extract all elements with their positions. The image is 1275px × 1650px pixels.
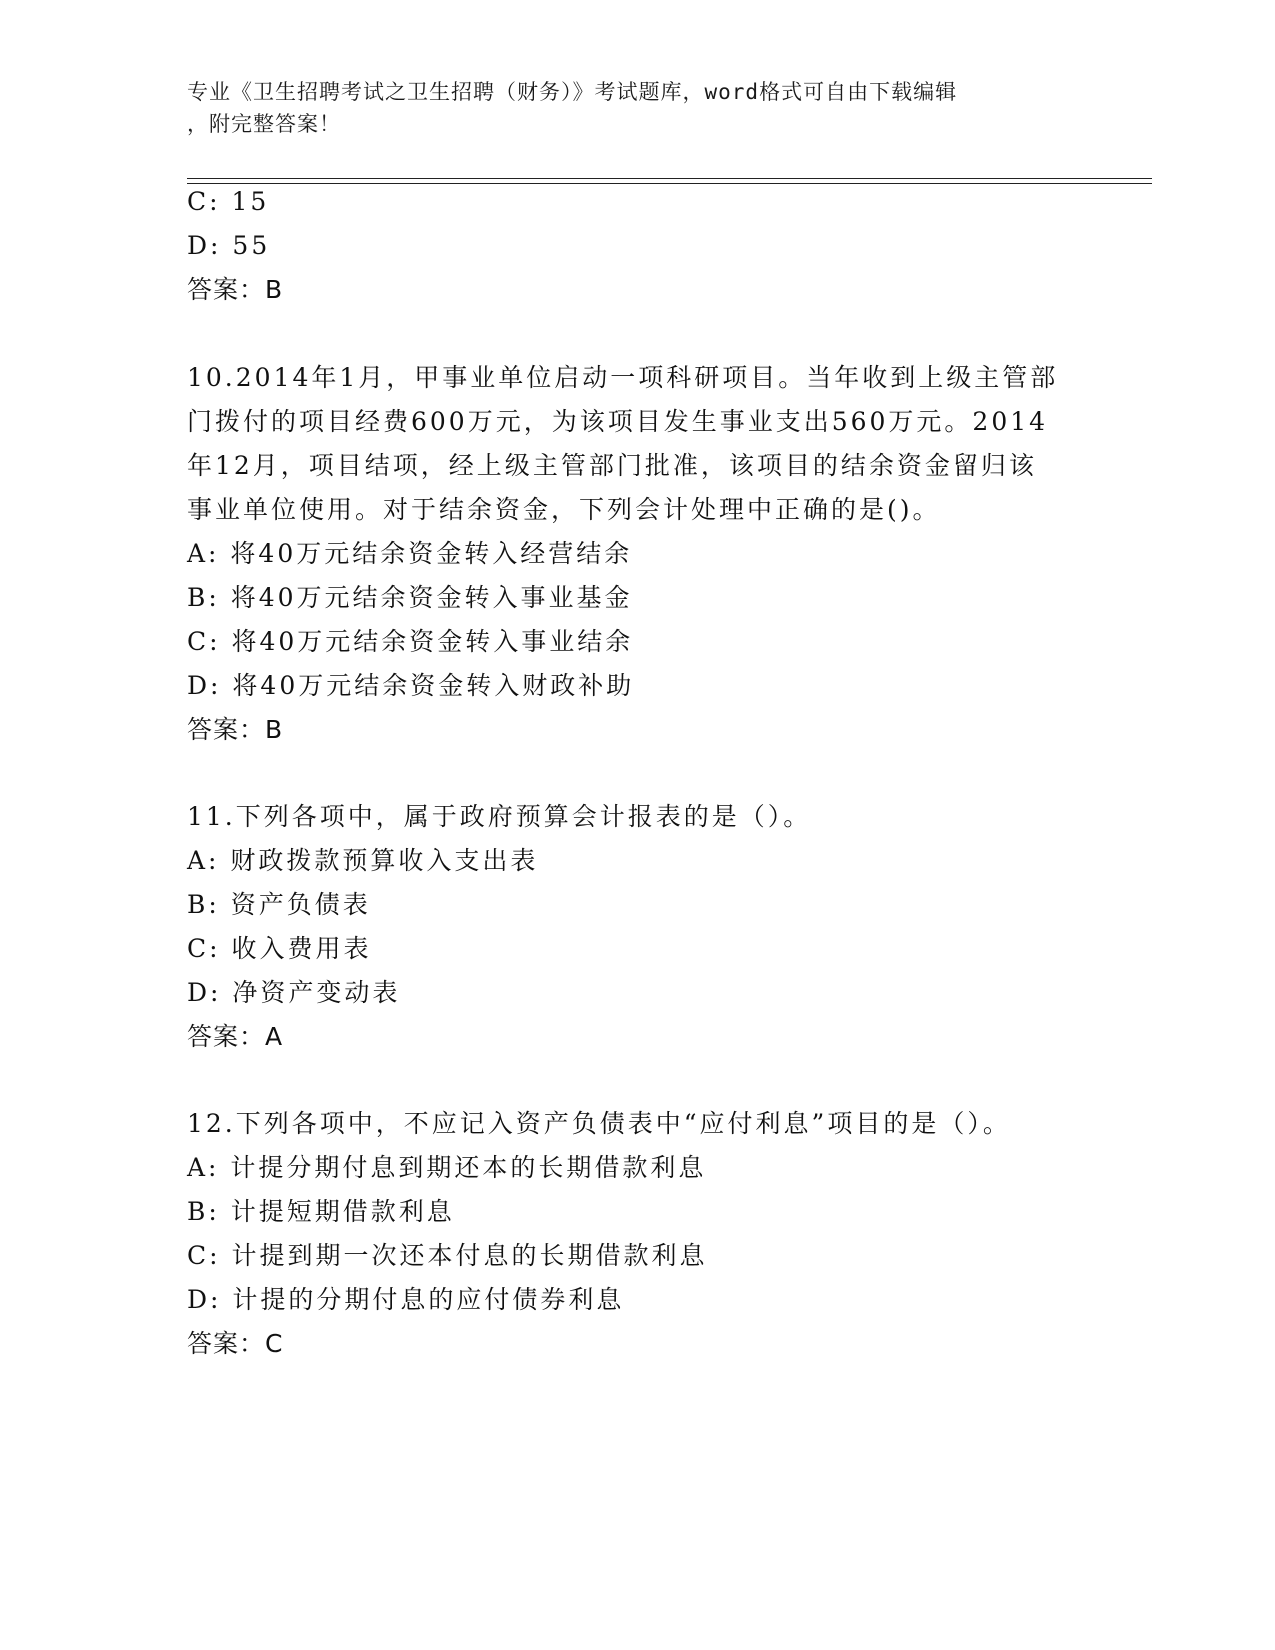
q12-option-b: B: 计提短期借款利息 <box>187 1197 455 1226</box>
q12-stem: 12.下列各项中，不应记入资产负债表中“应付利息”项目的是（）。 <box>187 1109 1011 1138</box>
q11-option-d: D: 净资产变动表 <box>187 978 401 1007</box>
q10-stem-line-4: 事业单位使用。对于结余资金，下列会计处理中正确的是()。 <box>187 495 941 524</box>
q10-stem-line-3: 年12月，项目结项，经上级主管部门批准，该项目的结余资金留归该 <box>187 451 1037 480</box>
q11-option-b: B: 资产负债表 <box>187 890 371 919</box>
header-line-2: ，附完整答案！ <box>187 112 341 136</box>
prev-option-c: C: 15 <box>187 187 270 216</box>
q12-option-d: D: 计提的分期付息的应付债券利息 <box>187 1285 625 1314</box>
q11-answer: 答案：A <box>187 1022 284 1051</box>
q10-answer: 答案：B <box>187 715 284 744</box>
q11-stem: 11.下列各项中，属于政府预算会计报表的是（）。 <box>187 802 812 831</box>
q12-option-a: A: 计提分期付息到期还本的长期借款利息 <box>187 1153 707 1182</box>
q10-option-a: A: 将40万元结余资金转入经营结余 <box>187 539 633 568</box>
header-line-1: 专业《卫生招聘考试之卫生招聘（财务）》考试题库，word格式可自由下载编辑 <box>187 80 958 104</box>
prev-option-d: D: 55 <box>187 231 271 260</box>
q12-answer: 答案：C <box>187 1329 284 1358</box>
header-divider-bottom <box>187 183 1152 184</box>
header-divider-top <box>187 178 1152 179</box>
q10-option-d: D: 将40万元结余资金转入财政补助 <box>187 671 635 700</box>
q10-stem-line-2: 门拨付的项目经费600万元，为该项目发生事业支出560万元。2014 <box>187 407 1049 436</box>
q10-stem-line-1: 10.2014年1月，甲事业单位启动一项科研项目。当年收到上级主管部 <box>187 363 1059 392</box>
q11-option-c: C: 收入费用表 <box>187 934 372 963</box>
q11-option-a: A: 财政拨款预算收入支出表 <box>187 846 539 875</box>
q10-option-c: C: 将40万元结余资金转入事业结余 <box>187 627 634 656</box>
prev-answer: 答案：B <box>187 275 284 304</box>
document-header <box>187 76 1067 140</box>
q12-option-c: C: 计提到期一次还本付息的长期借款利息 <box>187 1241 708 1270</box>
q10-option-b: B: 将40万元结余资金转入事业基金 <box>187 583 633 612</box>
